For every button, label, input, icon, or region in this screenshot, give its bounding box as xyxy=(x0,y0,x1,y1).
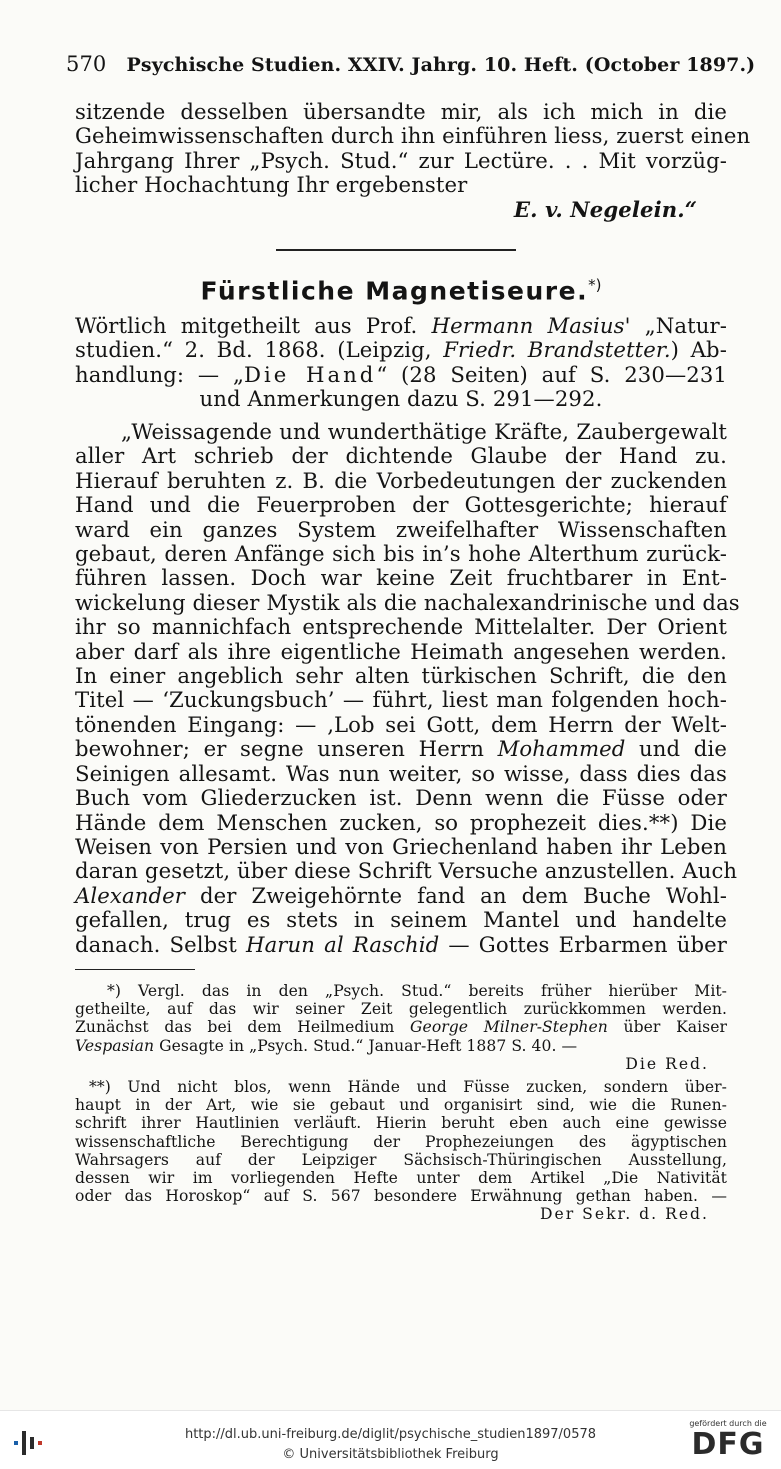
text: und die xyxy=(625,736,727,762)
footnote-sign: Der Sekr. d. Red. xyxy=(540,1205,709,1224)
footnote-line: wissenschaftliche Berechtigung der Prophezeiungen des ägyptischen xyxy=(75,1132,727,1151)
body-line: wickelung dieser Mystik als die nachalexandrinische und das xyxy=(75,589,740,615)
footnote-line: haupt in der Art, wie sie gebaut und organisirt sind, wie die Runen- xyxy=(75,1096,727,1115)
letter-ending xyxy=(75,99,751,222)
source-line xyxy=(75,314,727,338)
person-name: Mohammed xyxy=(497,736,626,762)
person-name: Vespasian xyxy=(75,1036,155,1055)
title-footnote-mark: *) xyxy=(588,276,602,294)
body-line: Buch vom Gliederzucken ist. Denn wenn die Füsse oder xyxy=(75,785,727,811)
source-line xyxy=(75,338,727,362)
author-name: Hermann Masius xyxy=(431,313,625,338)
letter-line: sitzende desselben übersandte mir, als ich mich in die xyxy=(75,99,727,124)
text: danach. Selbst xyxy=(75,931,246,957)
body-line: gefallen, trug es stets in seinem Mantel und handelte xyxy=(75,907,727,933)
dfg-logo xyxy=(683,1419,773,1465)
source-line xyxy=(75,363,727,387)
body-line: aber darf als ihre eigentliche Heimath angesehen werden. xyxy=(75,638,727,664)
body-line: gebaut, deren Anfänge sich bis in’s hohe Alterthum zurück- xyxy=(75,541,727,567)
text: und Anmerkungen dazu S. 291—292. xyxy=(199,386,603,412)
source-note xyxy=(75,314,727,412)
body-line: Weisen von Persien und von Griechenland haben ihr Leben xyxy=(75,833,727,859)
essay-title: Die Hand xyxy=(244,361,377,387)
footnote-line: getheilte, auf das wir seiner Zeit gelegentlich zurückkommen werden. xyxy=(75,1000,727,1019)
article-title xyxy=(75,276,727,305)
text: handlung: — „ xyxy=(75,361,245,387)
body-line: Seinigen allesamt. Was nun weiter, so wisse, dass dies das xyxy=(75,760,727,786)
text: Zunächst das bei dem Heilmedium xyxy=(75,1018,411,1037)
body-line: führen lassen. Doch war keine Zeit fruchtbarer in Ent- xyxy=(75,565,727,591)
running-title: Psychische Studien. XXIV. Jahrg. 10. Heft. (October 1897.) xyxy=(126,54,756,76)
body-line: daran gesetzt, über diese Schrift Versuche anzustellen. Auch xyxy=(75,858,738,884)
text: der Zweigehörnte fand an dem Buche Wohl- xyxy=(184,882,727,908)
footnote-line xyxy=(75,1037,727,1055)
signature-line xyxy=(75,198,727,222)
letter-line: Geheimwissenschaften durch ihn einführen liess, zuerst einen xyxy=(75,123,751,149)
text: ) Ab- xyxy=(670,337,727,363)
footnote-line xyxy=(75,1018,727,1036)
text: Gesagte in „Psych. Stud.“ Januar-Heft 1887 S. 40. — xyxy=(154,1036,578,1055)
permalink-url[interactable]: http://dl.ub.uni-freiburg.de/diglit/psychische_studien1897/0578 xyxy=(184,1427,597,1442)
letter-line: Jahrgang Ihrer „Psych. Stud.“ zur Lectüre. . . Mit vorzüg- xyxy=(75,147,727,173)
text: über Kaiser xyxy=(607,1018,727,1037)
page-number: 570 xyxy=(66,52,107,76)
dfg-caption: gefördert durch die xyxy=(689,1419,767,1428)
text: “ (28 Seiten) auf S. 230—231 xyxy=(376,361,727,387)
person-name: George Milner-Stephen xyxy=(410,1018,608,1037)
text: bewohner; er segne unseren Herrn xyxy=(75,736,498,762)
footnote-line: *) Vergl. das in den „Psych. Stud.“ bereits früher hierüber Mit- xyxy=(107,982,727,1000)
footnote-line: **) Und nicht blos, wenn Hände und Füsse zucken, sondern über- xyxy=(89,1078,727,1096)
running-header xyxy=(66,52,756,76)
person-name: Alexander xyxy=(75,882,185,908)
signature: E. v. Negelein.“ xyxy=(513,196,697,222)
footnote-sign: Die Red. xyxy=(625,1054,709,1073)
footnote-line: Wahrsagers auf der Leipziger Sächsisch-Thüringischen Ausstellung, xyxy=(75,1150,727,1169)
body-line: Hände dem Menschen zucken, so prophezeit dies.**) Die xyxy=(75,809,727,835)
section-divider xyxy=(276,249,516,251)
body-line xyxy=(75,933,727,957)
article-title-text: Fürstliche Magnetiseure. xyxy=(200,276,589,306)
body-line: Hand und die Feuerproben der Gottesgerichte; hierauf xyxy=(75,492,727,518)
body-line xyxy=(75,884,727,908)
body-line: In einer angeblich sehr alten türkischen Schrift, die den xyxy=(75,663,727,689)
text: Wörtlich mitgetheilt aus Prof. xyxy=(75,313,432,338)
footnote-rule xyxy=(75,969,195,970)
person-name: Harun al Raschid xyxy=(246,931,440,957)
body-line: ward ein ganzes System zweifelhafter Wissenschaften xyxy=(75,516,727,542)
copyright-text: © Universitätsbibliothek Freiburg xyxy=(282,1447,499,1462)
body-line xyxy=(75,737,727,761)
footnote-line: oder das Horoskop“ auf S. 567 besondere Erwähnung gethan haben. — xyxy=(75,1187,727,1206)
source-line xyxy=(75,387,727,411)
text: studien.“ 2. Bd. 1868. (Leipzig, xyxy=(75,337,444,363)
body-line: ihr so mannichfach entsprechende Mittelalter. Der Orient xyxy=(75,614,727,640)
viewer-footer xyxy=(0,1410,781,1469)
body-line: Hierauf beruhten z. B. die Vorbedeutungen der zuckenden xyxy=(75,467,727,493)
footnote-line: schrift ihrer Hautlinien verläuft. Hierin beruht eben auch eine gewisse xyxy=(75,1114,727,1133)
footnote-1 xyxy=(75,982,727,1073)
body-line: Titel — ‘Zuckungsbuch’ — führt, liest man folgenden hoch- xyxy=(75,687,727,713)
letter-line: licher Hochachtung Ihr ergebenster xyxy=(75,172,468,198)
footnote-line: dessen wir im vorliegenden Hefte unter dem Artikel „Die Nativität xyxy=(75,1169,727,1188)
body-line: aller Art schrieb der dichtende Glaube der Hand zu. xyxy=(75,443,727,469)
body-line: „Weissagende und wunderthätige Kräfte, Zaubergewalt xyxy=(121,419,727,444)
footnote-2 xyxy=(75,1078,727,1224)
publisher-name: Friedr. Brandstetter. xyxy=(443,337,671,363)
text: — Gottes Erbarmen über xyxy=(439,931,727,957)
text: ' „Natur- xyxy=(624,313,728,338)
body-line: tönenden Eingang: — ‚Lob sei Gott, dem Herrn der Welt- xyxy=(75,711,727,737)
dfg-wordmark: DFG xyxy=(691,1427,765,1462)
article-body xyxy=(75,419,740,957)
